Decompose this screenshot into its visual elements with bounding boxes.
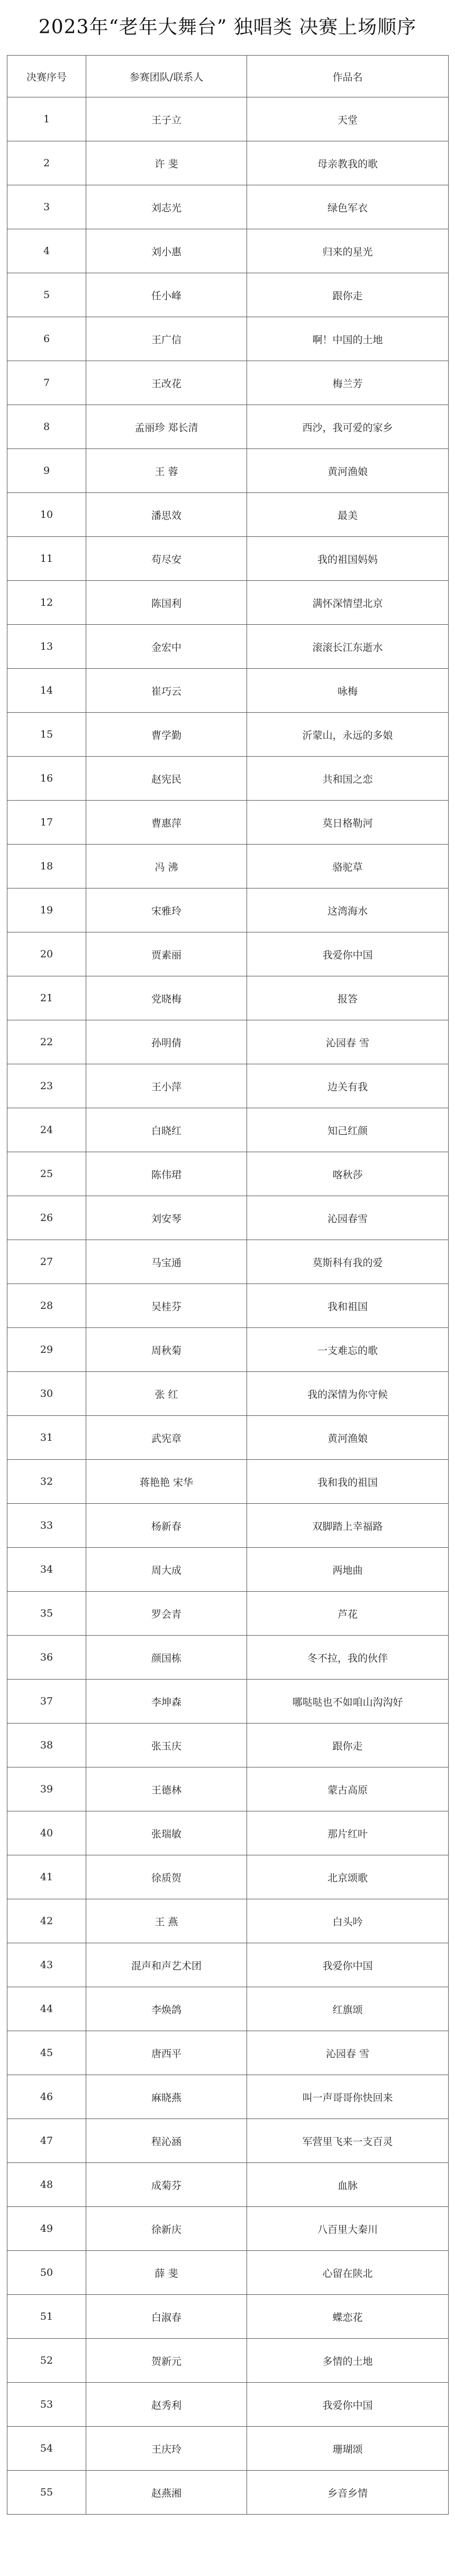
cell-team-contact: 程沁涵 [86,2119,247,2163]
cell-work-title: 北京颂歌 [247,1855,449,1899]
cell-order-number: 36 [7,1636,86,1680]
cell-team-contact: 陈国利 [86,581,247,625]
cell-work-title: 最美 [247,493,449,537]
cell-order-number: 55 [7,2471,86,2515]
table-row [7,2383,449,2427]
cell-order-number: 44 [7,1987,86,2031]
cell-work-title: 我爱你中国 [247,1943,449,1987]
table-row [7,845,449,888]
cell-team-contact: 薛 斐 [86,2251,247,2295]
cell-team-contact: 混声和声艺术团 [86,1943,247,1987]
cell-team-contact: 唐西平 [86,2031,247,2075]
table-row [7,581,449,625]
cell-team-contact: 赵秀利 [86,2383,247,2427]
cell-order-number: 43 [7,1943,86,1987]
cell-order-number: 33 [7,1504,86,1548]
cell-team-contact: 孙明倩 [86,1020,247,1064]
cell-order-number: 28 [7,1284,86,1328]
cell-team-contact: 张玉庆 [86,1724,247,1767]
cell-work-title: 我的深情为你守候 [247,1372,449,1416]
cell-order-number: 42 [7,1899,86,1943]
cell-team-contact: 王 燕 [86,1899,247,1943]
cell-team-contact: 颜国栋 [86,1636,247,1680]
header-order-number: 决赛序号 [7,56,86,97]
cell-team-contact: 刘安琴 [86,1196,247,1240]
cell-work-title: 两地曲 [247,1548,449,1592]
cell-team-contact: 任小峰 [86,273,247,317]
cell-work-title: 跟你走 [247,273,449,317]
cell-work-title: 哪哒哒也不如咱山沟沟好 [247,1680,449,1724]
header-team-contact: 参赛团队/联系人 [86,56,247,97]
cell-work-title: 蝶恋花 [247,2295,449,2339]
table-row [7,1108,449,1152]
table-row [7,185,449,229]
cell-team-contact: 周秋菊 [86,1328,247,1372]
cell-team-contact: 王子立 [86,97,247,141]
cell-work-title: 芦花 [247,1592,449,1636]
table-row [7,1855,449,1899]
cell-team-contact: 李焕鸽 [86,1987,247,2031]
table-row [7,1020,449,1064]
cell-order-number: 47 [7,2119,86,2163]
cell-order-number: 7 [7,361,86,405]
cell-order-number: 8 [7,405,86,449]
cell-order-number: 30 [7,1372,86,1416]
table-row [7,361,449,405]
cell-team-contact: 麻晓燕 [86,2075,247,2119]
table-row [7,229,449,273]
cell-order-number: 12 [7,581,86,625]
table-row [7,1548,449,1592]
cell-team-contact: 徐新庆 [86,2207,247,2251]
cell-team-contact: 白晓红 [86,1108,247,1152]
cell-work-title: 喀秋莎 [247,1152,449,1196]
cell-work-title: 啊！中国的土地 [247,317,449,361]
cell-order-number: 22 [7,1020,86,1064]
table-row [7,2207,449,2251]
cell-work-title: 白头吟 [247,1899,449,1943]
cell-work-title: 跟你走 [247,1724,449,1767]
cell-order-number: 27 [7,1240,86,1284]
cell-order-number: 51 [7,2295,86,2339]
table-row [7,801,449,845]
cell-work-title: 这湾海水 [247,888,449,932]
cell-order-number: 9 [7,449,86,493]
cell-order-number: 40 [7,1811,86,1855]
cell-work-title: 共和国之恋 [247,757,449,801]
table-row [7,449,449,493]
cell-work-title: 血脉 [247,2163,449,2207]
cell-team-contact: 党晓梅 [86,976,247,1020]
cell-team-contact: 陈伟珺 [86,1152,247,1196]
cell-order-number: 32 [7,1460,86,1504]
cell-order-number: 5 [7,273,86,317]
table-row [7,757,449,801]
cell-order-number: 16 [7,757,86,801]
cell-order-number: 31 [7,1416,86,1460]
cell-team-contact: 宋雅玲 [86,888,247,932]
table-row [7,1504,449,1548]
cell-work-title: 我的祖国妈妈 [247,537,449,581]
cell-work-title: 多情的土地 [247,2339,449,2383]
table-row [7,1987,449,2031]
table-row [7,976,449,1020]
table-row [7,1592,449,1636]
table-row [7,405,449,449]
cell-work-title: 一支难忘的歌 [247,1328,449,1372]
table-row [7,1196,449,1240]
cell-work-title: 边关有我 [247,1064,449,1108]
cell-order-number: 11 [7,537,86,581]
table-row [7,1767,449,1811]
table-row [7,1284,449,1328]
cell-work-title: 我和祖国 [247,1284,449,1328]
cell-order-number: 23 [7,1064,86,1108]
table-row [7,713,449,757]
cell-work-title: 滚滚长江东逝水 [247,625,449,669]
schedule-table [7,55,449,2515]
table-row [7,932,449,976]
cell-order-number: 53 [7,2383,86,2427]
cell-work-title: 沁园春 雪 [247,2031,449,2075]
table-row [7,888,449,932]
cell-team-contact: 金宏中 [86,625,247,669]
table-body [7,97,449,2515]
table-row [7,317,449,361]
cell-team-contact: 贺新元 [86,2339,247,2383]
cell-work-title: 西沙，我可爱的家乡 [247,405,449,449]
cell-work-title: 我爱你中国 [247,2383,449,2427]
cell-work-title: 满怀深情望北京 [247,581,449,625]
cell-order-number: 10 [7,493,86,537]
cell-order-number: 17 [7,801,86,845]
cell-team-contact: 潘思效 [86,493,247,537]
table-row [7,1460,449,1504]
table-row [7,2163,449,2207]
table-row [7,1240,449,1284]
cell-team-contact: 白淑春 [86,2295,247,2339]
table-row [7,2427,449,2471]
cell-team-contact: 曹惠萍 [86,801,247,845]
table-row [7,1811,449,1855]
cell-order-number: 13 [7,625,86,669]
cell-work-title: 我爱你中国 [247,932,449,976]
cell-team-contact: 赵燕湘 [86,2471,247,2515]
cell-team-contact: 崔巧云 [86,669,247,713]
cell-team-contact: 王广信 [86,317,247,361]
cell-team-contact: 周大成 [86,1548,247,1592]
cell-order-number: 14 [7,669,86,713]
table-row [7,2471,449,2515]
cell-order-number: 34 [7,1548,86,1592]
cell-work-title: 沂蒙山，永远的多娘 [247,713,449,757]
table-row [7,2075,449,2119]
table-row [7,2251,449,2295]
cell-order-number: 54 [7,2427,86,2471]
header-work-title: 作品名 [247,56,449,97]
cell-team-contact: 李坤森 [86,1680,247,1724]
table-row [7,537,449,581]
cell-work-title: 绿色军衣 [247,185,449,229]
cell-work-title: 沁园春雪 [247,1196,449,1240]
cell-team-contact: 张瑞敏 [86,1811,247,1855]
table-row [7,2339,449,2383]
cell-order-number: 39 [7,1767,86,1811]
cell-work-title: 报答 [247,976,449,1020]
cell-work-title: 珊瑚颂 [247,2427,449,2471]
table-row [7,273,449,317]
cell-team-contact: 赵宪民 [86,757,247,801]
cell-order-number: 18 [7,845,86,888]
cell-team-contact: 武宪章 [86,1416,247,1460]
cell-team-contact: 王庆玲 [86,2427,247,2471]
table-header-row [7,56,449,97]
cell-team-contact: 王改花 [86,361,247,405]
cell-work-title: 叫一声哥哥你快回来 [247,2075,449,2119]
cell-work-title: 天堂 [247,97,449,141]
cell-order-number: 29 [7,1328,86,1372]
cell-team-contact: 张 红 [86,1372,247,1416]
cell-work-title: 骆驼草 [247,845,449,888]
cell-work-title: 黄河渔娘 [247,1416,449,1460]
cell-team-contact: 蒋艳艳 宋华 [86,1460,247,1504]
cell-order-number: 46 [7,2075,86,2119]
cell-team-contact: 王 蓉 [86,449,247,493]
cell-team-contact: 吴桂芬 [86,1284,247,1328]
cell-order-number: 26 [7,1196,86,1240]
page-title: 2023年“老年大舞台” 独唱类 决赛上场顺序 [38,16,417,38]
cell-order-number: 37 [7,1680,86,1724]
table-row [7,1943,449,1987]
cell-order-number: 21 [7,976,86,1020]
cell-work-title: 沁园春 雪 [247,1020,449,1064]
cell-team-contact: 刘志光 [86,185,247,229]
cell-order-number: 1 [7,97,86,141]
table-row [7,1328,449,1372]
cell-order-number: 48 [7,2163,86,2207]
table-row [7,97,449,141]
cell-order-number: 15 [7,713,86,757]
cell-work-title: 我和我的祖国 [247,1460,449,1504]
table-row [7,1636,449,1680]
table-row [7,1152,449,1196]
table-row [7,1680,449,1724]
cell-work-title: 蒙古高原 [247,1767,449,1811]
cell-work-title: 梅兰芳 [247,361,449,405]
cell-order-number: 45 [7,2031,86,2075]
cell-order-number: 50 [7,2251,86,2295]
cell-work-title: 莫日格勒河 [247,801,449,845]
table-row [7,1372,449,1416]
table-row [7,669,449,713]
table-row [7,1416,449,1460]
cell-work-title: 双脚踏上幸福路 [247,1504,449,1548]
cell-work-title: 红旗颂 [247,1987,449,2031]
table-row [7,2119,449,2163]
cell-team-contact: 杨新春 [86,1504,247,1548]
cell-order-number: 4 [7,229,86,273]
cell-team-contact: 王德林 [86,1767,247,1811]
table-row [7,493,449,537]
table-row [7,1899,449,1943]
cell-order-number: 35 [7,1592,86,1636]
cell-work-title: 母亲教我的歌 [247,141,449,185]
cell-team-contact: 成菊芬 [86,2163,247,2207]
cell-team-contact: 马宝通 [86,1240,247,1284]
cell-order-number: 38 [7,1724,86,1767]
cell-team-contact: 冯 沸 [86,845,247,888]
cell-order-number: 24 [7,1108,86,1152]
cell-work-title: 军营里飞来一支百灵 [247,2119,449,2163]
cell-work-title: 黄河渔娘 [247,449,449,493]
cell-work-title: 归来的星光 [247,229,449,273]
cell-team-contact: 孟丽珍 郑长清 [86,405,247,449]
cell-order-number: 3 [7,185,86,229]
cell-work-title: 八百里大秦川 [247,2207,449,2251]
cell-order-number: 19 [7,888,86,932]
cell-work-title: 乡音乡情 [247,2471,449,2515]
table-row [7,1724,449,1767]
cell-team-contact: 许 斐 [86,141,247,185]
cell-work-title: 那片红叶 [247,1811,449,1855]
cell-team-contact: 刘小惠 [86,229,247,273]
cell-order-number: 52 [7,2339,86,2383]
table-row [7,2295,449,2339]
table-row [7,141,449,185]
cell-order-number: 25 [7,1152,86,1196]
cell-order-number: 41 [7,1855,86,1899]
table-row [7,2031,449,2075]
cell-team-contact: 苟尽安 [86,537,247,581]
cell-team-contact: 贾素丽 [86,932,247,976]
cell-work-title: 知己红颜 [247,1108,449,1152]
cell-team-contact: 王小萍 [86,1064,247,1108]
table-row [7,625,449,669]
cell-order-number: 49 [7,2207,86,2251]
cell-order-number: 2 [7,141,86,185]
cell-work-title: 咏梅 [247,669,449,713]
cell-work-title: 心留在陕北 [247,2251,449,2295]
cell-order-number: 20 [7,932,86,976]
cell-work-title: 冬不拉，我的伙伴 [247,1636,449,1680]
cell-team-contact: 徐质贺 [86,1855,247,1899]
cell-order-number: 6 [7,317,86,361]
table-row [7,1064,449,1108]
cell-team-contact: 罗会青 [86,1592,247,1636]
cell-work-title: 莫斯科有我的爱 [247,1240,449,1284]
cell-team-contact: 曹学勤 [86,713,247,757]
